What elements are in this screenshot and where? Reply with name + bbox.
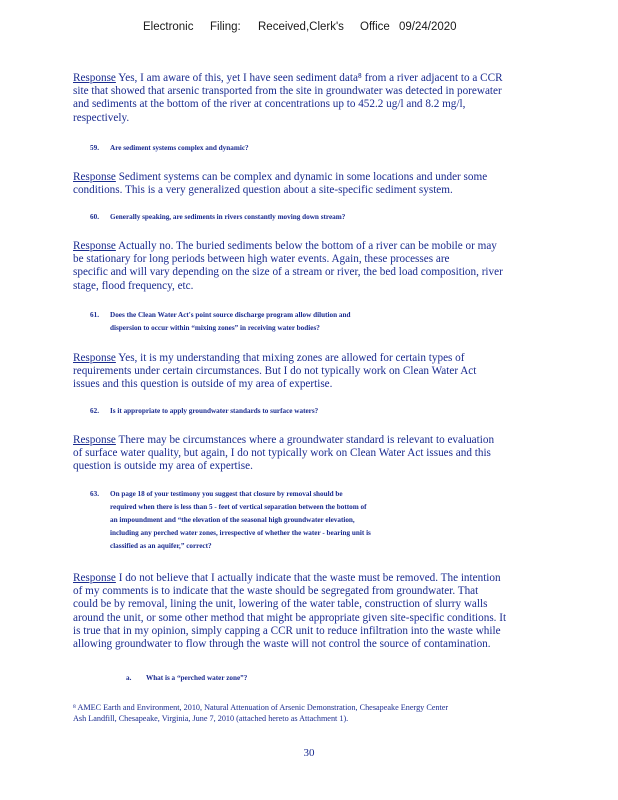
question-text: dispersion to occur within “mixing zones” in receiving water bodies?: [110, 324, 320, 332]
header-filing: Filing:: [210, 21, 241, 33]
response-line: Sediment systems can be complex and dynamic in some locations and under some: [118, 171, 488, 183]
response-line: of my comments is to indicate that the waste should be segregated from groundwater. That: [73, 585, 479, 598]
question-text: required when there is less than 5 - feet of vertical separation between the bottom of: [110, 503, 367, 511]
response-line: specific and will vary depending on the size of a stream or river, the bed load composition, river: [73, 266, 503, 279]
response-line: and sediments at the bottom of the river at concentrations up to 452.2 ug/l and 8.2 mg/l,: [73, 98, 466, 111]
question-text: Is it appropriate to apply groundwater standards to surface waters?: [110, 407, 319, 415]
response-59: [73, 171, 573, 197]
question-63: [90, 488, 570, 553]
response-line: issues and this question is outside of my area of expertise.: [73, 378, 333, 391]
header-received: Received,Clerk's: [258, 21, 344, 33]
response-58: [73, 72, 573, 125]
question-number: 61.: [90, 311, 99, 319]
response-line: Yes, I am aware of this, yet I have seen sediment data⁸ from a river adjacent to a CCR: [118, 72, 503, 84]
header-office: Office: [360, 21, 390, 33]
response-line: allowing groundwater to flow through the waste will not control the source of contamination.: [73, 638, 491, 651]
response-line: requirements under certain circumstances. But I do not typically work on Clean Water Act: [73, 365, 477, 378]
response-line: could be by removal, lining the unit, lowering of the water table, construction of slurry walls: [73, 598, 488, 611]
question-text: On page 18 of your testimony you suggest that closure by removal should be: [110, 490, 343, 498]
response-label: Response: [73, 434, 116, 446]
question-59: [90, 142, 570, 155]
question-number: 62.: [90, 407, 99, 415]
question-text: including any perched water zones, irrespective of whether the water - bearing unit is: [110, 529, 371, 537]
response-line: conditions. This is a very generalized question about a site-specific sediment system.: [73, 184, 453, 197]
response-label: Response: [73, 352, 116, 364]
header-date: 09/24/2020: [399, 21, 457, 33]
response-61: [73, 352, 573, 392]
response-63: [73, 572, 573, 651]
question-number: 59.: [90, 144, 99, 152]
page-number: 30: [303, 747, 315, 759]
response-label: Response: [73, 171, 116, 183]
header-electronic: Electronic: [143, 21, 194, 33]
footnote: [73, 703, 573, 724]
response-line: There may be circumstances where a groundwater standard is relevant to evaluation: [118, 434, 495, 446]
question-63a: [126, 672, 566, 685]
response-line: of surface water quality, but again, I do not typically work on Clean Water Act issues and this: [73, 447, 491, 460]
question-text: Generally speaking, are sediments in rivers constantly moving down stream?: [110, 213, 346, 221]
question-61: [90, 309, 570, 335]
question-text: What is a “perched water zone”?: [146, 674, 248, 682]
response-line: stage, flood frequency, etc.: [73, 279, 194, 292]
question-text: Does the Clean Water Act's point source discharge program allow dilution and: [110, 311, 351, 319]
response-line: I do not believe that I actually indicate that the waste must be removed. The intention: [118, 572, 501, 584]
question-text: Are sediment systems complex and dynamic?: [110, 144, 249, 152]
response-62: [73, 434, 573, 474]
response-line: be stationary for long periods between high water events. Again, these processes are: [73, 253, 450, 266]
question-number: 60.: [90, 213, 99, 221]
footnote-line: ⁸ AMEC Earth and Environment, 2010, Natural Attenuation of Arsenic Demonstration, Chesapeake Energy Center: [73, 703, 449, 712]
question-number: 63.: [90, 490, 99, 498]
response-label: Response: [73, 240, 116, 252]
question-62: [90, 405, 570, 418]
response-label: Response: [73, 72, 116, 84]
response-line: around the unit, or some other method that might be appropriate given site-specific conditions. It: [73, 611, 507, 624]
response-line: Yes, it is my understanding that mixing zones are allowed for certain types of: [118, 352, 465, 364]
response-line: respectively.: [73, 111, 130, 124]
question-text: an impoundment and “the elevation of the seasonal high groundwater elevation,: [110, 516, 355, 524]
question-text: classified as an aquifer,” correct?: [110, 542, 212, 550]
question-number: a.: [126, 674, 132, 682]
response-line: site that showed that arsenic transported from the site in groundwater was detected in porewater: [73, 85, 502, 98]
response-line: is true that in my opinion, simply capping a CCR unit to reduce infiltration into the waste while: [73, 624, 501, 637]
footnote-line: Ash Landfill, Chesapeake, Virginia, June 7, 2010 (attached hereto as Attachment 1).: [73, 713, 349, 723]
response-60: [73, 240, 573, 293]
response-label: Response: [73, 572, 116, 584]
response-line: question is outside my area of expertise.: [73, 460, 253, 473]
response-line: Actually no. The buried sediments below the bottom of a river can be mobile or may: [118, 240, 497, 252]
question-60: [90, 211, 570, 224]
